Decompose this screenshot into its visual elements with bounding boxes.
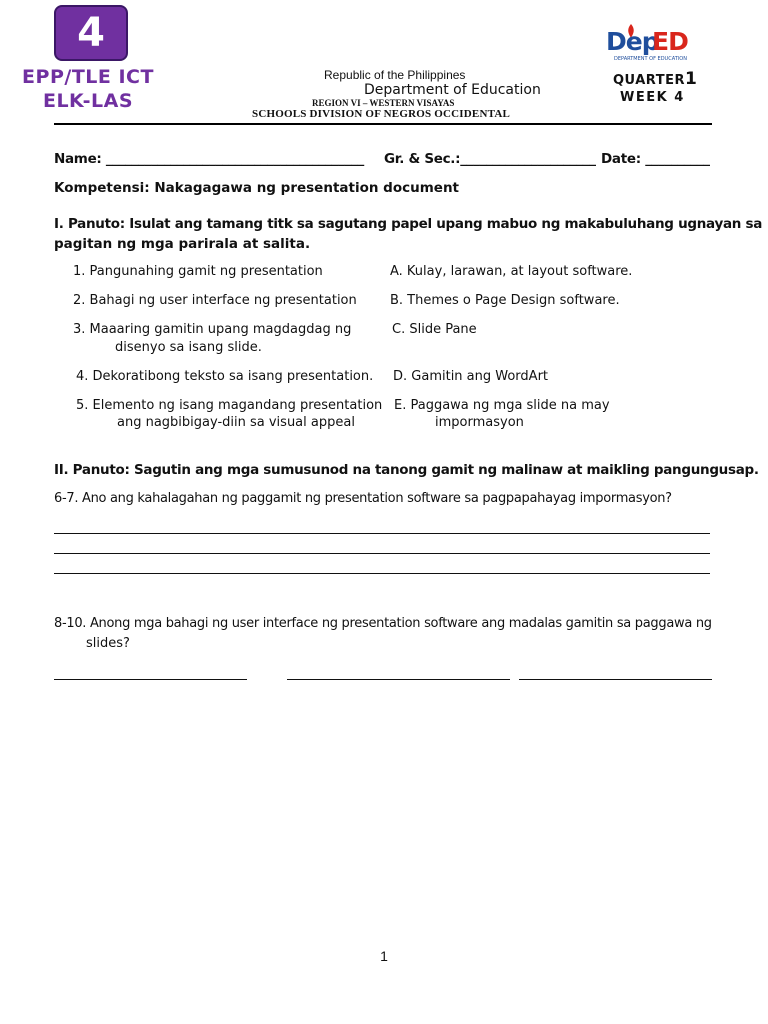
answer-line-1 bbox=[54, 533, 710, 534]
answer-blank-2 bbox=[287, 679, 510, 680]
match-item-left-3-cont: disenyo sa isang slide. bbox=[115, 340, 262, 355]
match-item-right-c: C. Slide Pane bbox=[392, 322, 477, 337]
quarter-text: QUARTER bbox=[613, 73, 685, 88]
page-number: 1 bbox=[380, 948, 388, 964]
match-item-left-3: 3. Maaaring gamitin upang magdagdag ng bbox=[73, 322, 352, 337]
question-8-10-line1: 8-10. Anong mga bahagi ng user interface ng presentation software ang madalas gamitin sa paggawa ng bbox=[54, 616, 712, 631]
deped-logo bbox=[604, 20, 692, 66]
republic-label: Republic of the Philippines bbox=[324, 68, 466, 82]
grade-badge bbox=[54, 5, 128, 61]
grade-section-field: Gr. & Sec.:_____________________ bbox=[384, 151, 596, 167]
subject-title-line1: EPP/TLE ICT bbox=[22, 66, 154, 88]
match-item-right-e: E. Paggawa ng mga slide na may bbox=[394, 398, 610, 413]
header-divider bbox=[54, 123, 712, 125]
answer-blank-3 bbox=[519, 679, 712, 680]
subject-title-line2: ELK-LAS bbox=[42, 90, 134, 112]
match-item-right-d: D. Gamitin ang WordArt bbox=[393, 369, 549, 384]
answer-line-2 bbox=[54, 553, 710, 554]
region-label: REGION VI – WESTERN VISAYAS bbox=[312, 98, 455, 108]
question-8-10-line2: slides? bbox=[86, 636, 130, 651]
logo-text-ed: ED bbox=[652, 27, 688, 56]
name-field: Name: ________________________________________ bbox=[54, 151, 364, 167]
match-item-right-b: B. Themes o Page Design software. bbox=[390, 293, 620, 308]
part1-instruction-line1: I. Panuto: Isulat ang tamang titk sa sagutang papel upang mabuo ng makabuluhang ugnayan sa bbox=[54, 216, 763, 232]
match-item-left-4: 4. Dekoratibong teksto sa isang presentation. bbox=[76, 369, 374, 384]
quarter-number: 1 bbox=[684, 69, 698, 89]
match-item-right-a: A. Kulay, larawan, at layout software. bbox=[390, 264, 633, 279]
answer-line-3 bbox=[54, 573, 710, 574]
match-item-left-1: 1. Pangunahing gamit ng presentation bbox=[73, 264, 323, 279]
date-field: Date: __________ bbox=[601, 151, 710, 167]
match-item-right-e-cont: impormasyon bbox=[435, 415, 524, 430]
division-label: SCHOOLS DIVISION OF NEGROS OCCIDENTAL bbox=[252, 108, 511, 120]
match-item-left-5-cont: ang nagbibigay-diin sa visual appeal bbox=[117, 415, 355, 430]
grade-number: 4 bbox=[77, 10, 105, 56]
match-item-left-5: 5. Elemento ng isang magandang presentation bbox=[76, 398, 383, 413]
question-6-7: 6-7. Ano ang kahalagahan ng paggamit ng presentation software sa pagpapahayag impormasyon? bbox=[54, 491, 672, 506]
part1-instruction-line2: pagitan ng mga parirala at salita. bbox=[54, 236, 311, 252]
answer-blank-1 bbox=[54, 679, 247, 680]
competency-statement: Kompetensi: Nakagagawa ng presentation document bbox=[54, 180, 460, 196]
quarter-label bbox=[613, 69, 697, 89]
part2-instruction: II. Panuto: Sagutin ang mga sumusunod na tanong gamit ng malinaw at maikling pangungusap. bbox=[54, 462, 759, 478]
logo-text-dep: Dep bbox=[606, 27, 659, 56]
week-label: WEEK 4 bbox=[620, 90, 685, 105]
logo-subtext: DEPARTMENT OF EDUCATION bbox=[614, 56, 687, 62]
department-label: Department of Education bbox=[364, 82, 541, 98]
match-item-left-2: 2. Bahagi ng user interface ng presentation bbox=[73, 293, 357, 308]
